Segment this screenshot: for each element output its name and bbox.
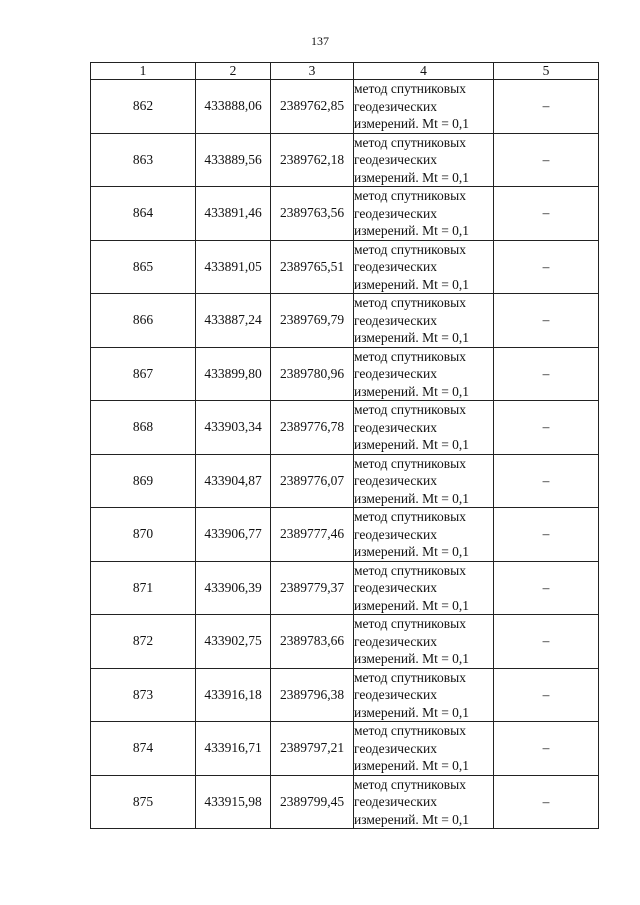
point-number-cell: 866 (91, 294, 196, 348)
point-number-cell: 875 (91, 775, 196, 829)
x-coordinate-cell: 433906,77 (196, 508, 271, 562)
method-line-1: метод спутниковых (354, 562, 466, 578)
point-number-cell: 862 (91, 80, 196, 134)
y-coordinate-cell: 2389796,38 (271, 668, 354, 722)
method-line-2: геодезических (354, 580, 437, 595)
method-line-3: измерений. Mt = 0,1 (354, 704, 470, 720)
point-number-cell: 863 (91, 133, 196, 187)
method-line-1: метод спутниковых (354, 402, 466, 417)
method-line-1: метод спутниковых (354, 455, 466, 471)
x-coordinate-cell: 433891,05 (196, 240, 271, 294)
y-coordinate-cell: 2389797,21 (271, 722, 354, 776)
header-col-1: 1 (91, 63, 196, 80)
table-row (91, 508, 599, 562)
method-line-1: метод спутниковых (354, 295, 466, 310)
table-row (91, 615, 599, 669)
method-cell (354, 722, 494, 776)
method-line-3: измерений. Mt = 0,1 (354, 330, 470, 345)
table-row (91, 722, 599, 776)
method-line-1: метод спутниковых (354, 776, 466, 792)
point-number-cell: 872 (91, 615, 196, 669)
x-coordinate-cell: 433903,34 (196, 401, 271, 455)
method-line-1: метод спутниковых (354, 509, 466, 524)
y-coordinate-cell: 2389783,66 (271, 615, 354, 669)
column-5-cell: – (494, 454, 599, 508)
y-coordinate-cell: 2389762,18 (271, 133, 354, 187)
y-coordinate-cell: 2389799,45 (271, 775, 354, 829)
x-coordinate-cell: 433906,39 (196, 561, 271, 615)
column-5-cell: – (494, 347, 599, 401)
header-col-4: 4 (354, 63, 494, 80)
point-number-cell: 871 (91, 561, 196, 615)
method-line-2: геодезических (354, 794, 437, 809)
method-line-3: измерений. Mt = 0,1 (354, 544, 470, 559)
method-line-2: геодезических (354, 205, 437, 221)
column-5-cell: – (494, 401, 599, 455)
method-cell (354, 561, 494, 615)
method-line-1: метод спутниковых (354, 188, 466, 203)
method-line-3: измерений. Mt = 0,1 (354, 490, 470, 506)
header-col-5: 5 (494, 63, 599, 80)
method-line-1: метод спутниковых (354, 723, 466, 738)
method-line-2: геодезических (354, 312, 437, 328)
method-cell (354, 615, 494, 669)
method-line-2: геодезических (354, 152, 437, 167)
method-line-2: геодезических (354, 526, 437, 542)
table-row (91, 133, 599, 187)
method-cell (354, 347, 494, 401)
point-number-cell: 873 (91, 668, 196, 722)
table-row (91, 187, 599, 241)
method-cell (354, 133, 494, 187)
page-number: 137 (311, 34, 329, 48)
point-number-cell: 868 (91, 401, 196, 455)
method-line-3: измерений. Mt = 0,1 (354, 437, 470, 452)
method-cell (354, 668, 494, 722)
header-col-3: 3 (271, 63, 354, 80)
coordinates-table (90, 62, 599, 829)
column-5-cell: – (494, 668, 599, 722)
x-coordinate-cell: 433891,46 (196, 187, 271, 241)
point-number-cell: 864 (91, 187, 196, 241)
table-row (91, 80, 599, 134)
method-line-1: метод спутниковых (354, 616, 466, 631)
x-coordinate-cell: 433916,18 (196, 668, 271, 722)
method-line-2: геодезических (354, 740, 437, 756)
column-5-cell: – (494, 133, 599, 187)
method-line-2: геодезических (354, 473, 437, 488)
table-row (91, 561, 599, 615)
method-line-3: измерений. Mt = 0,1 (354, 276, 470, 292)
point-number-cell: 867 (91, 347, 196, 401)
y-coordinate-cell: 2389762,85 (271, 80, 354, 134)
method-line-3: измерений. Mt = 0,1 (354, 651, 470, 666)
table-row (91, 401, 599, 455)
method-line-3: измерений. Mt = 0,1 (354, 169, 470, 185)
column-5-cell: – (494, 722, 599, 776)
x-coordinate-cell: 433889,56 (196, 133, 271, 187)
point-number-cell: 865 (91, 240, 196, 294)
method-line-1: метод спутниковых (354, 348, 466, 364)
method-cell (354, 775, 494, 829)
x-coordinate-cell: 433915,98 (196, 775, 271, 829)
method-cell (354, 80, 494, 134)
table-row (91, 668, 599, 722)
column-5-cell: – (494, 508, 599, 562)
table-row (91, 294, 599, 348)
y-coordinate-cell: 2389777,46 (271, 508, 354, 562)
x-coordinate-cell: 433916,71 (196, 722, 271, 776)
x-coordinate-cell: 433888,06 (196, 80, 271, 134)
y-coordinate-cell: 2389763,56 (271, 187, 354, 241)
table-row (91, 347, 599, 401)
x-coordinate-cell: 433904,87 (196, 454, 271, 508)
method-line-3: измерений. Mt = 0,1 (354, 116, 470, 131)
method-cell (354, 294, 494, 348)
point-number-cell: 870 (91, 508, 196, 562)
method-line-2: геодезических (354, 687, 437, 702)
method-line-2: геодезических (354, 259, 437, 274)
column-5-cell: – (494, 294, 599, 348)
point-number-cell: 869 (91, 454, 196, 508)
column-5-cell: – (494, 615, 599, 669)
method-cell (354, 240, 494, 294)
column-5-cell: – (494, 561, 599, 615)
method-cell (354, 508, 494, 562)
table-row (91, 454, 599, 508)
method-line-2: геодезических (354, 98, 437, 114)
method-line-3: измерений. Mt = 0,1 (354, 383, 470, 399)
y-coordinate-cell: 2389779,37 (271, 561, 354, 615)
y-coordinate-cell: 2389780,96 (271, 347, 354, 401)
table-header (91, 63, 599, 80)
table-row (91, 775, 599, 829)
y-coordinate-cell: 2389769,79 (271, 294, 354, 348)
method-cell (354, 187, 494, 241)
column-5-cell: – (494, 240, 599, 294)
method-line-1: метод спутниковых (354, 134, 466, 150)
method-line-3: измерений. Mt = 0,1 (354, 223, 470, 238)
method-line-3: измерений. Mt = 0,1 (354, 758, 470, 773)
header-row (91, 63, 599, 80)
x-coordinate-cell: 433899,80 (196, 347, 271, 401)
method-cell (354, 454, 494, 508)
method-line-3: измерений. Mt = 0,1 (354, 811, 470, 827)
table-row (91, 240, 599, 294)
y-coordinate-cell: 2389776,07 (271, 454, 354, 508)
method-line-2: геодезических (354, 633, 437, 649)
column-5-cell: – (494, 187, 599, 241)
header-col-2: 2 (196, 63, 271, 80)
table-body (91, 80, 599, 829)
method-line-1: метод спутниковых (354, 81, 466, 96)
method-line-1: метод спутниковых (354, 241, 466, 257)
x-coordinate-cell: 433902,75 (196, 615, 271, 669)
method-line-2: геодезических (354, 366, 437, 381)
method-line-1: метод спутниковых (354, 669, 466, 685)
y-coordinate-cell: 2389765,51 (271, 240, 354, 294)
point-number-cell: 874 (91, 722, 196, 776)
y-coordinate-cell: 2389776,78 (271, 401, 354, 455)
column-5-cell: – (494, 80, 599, 134)
x-coordinate-cell: 433887,24 (196, 294, 271, 348)
column-5-cell: – (494, 775, 599, 829)
method-line-2: геодезических (354, 419, 437, 435)
method-line-3: измерений. Mt = 0,1 (354, 597, 470, 613)
method-cell (354, 401, 494, 455)
